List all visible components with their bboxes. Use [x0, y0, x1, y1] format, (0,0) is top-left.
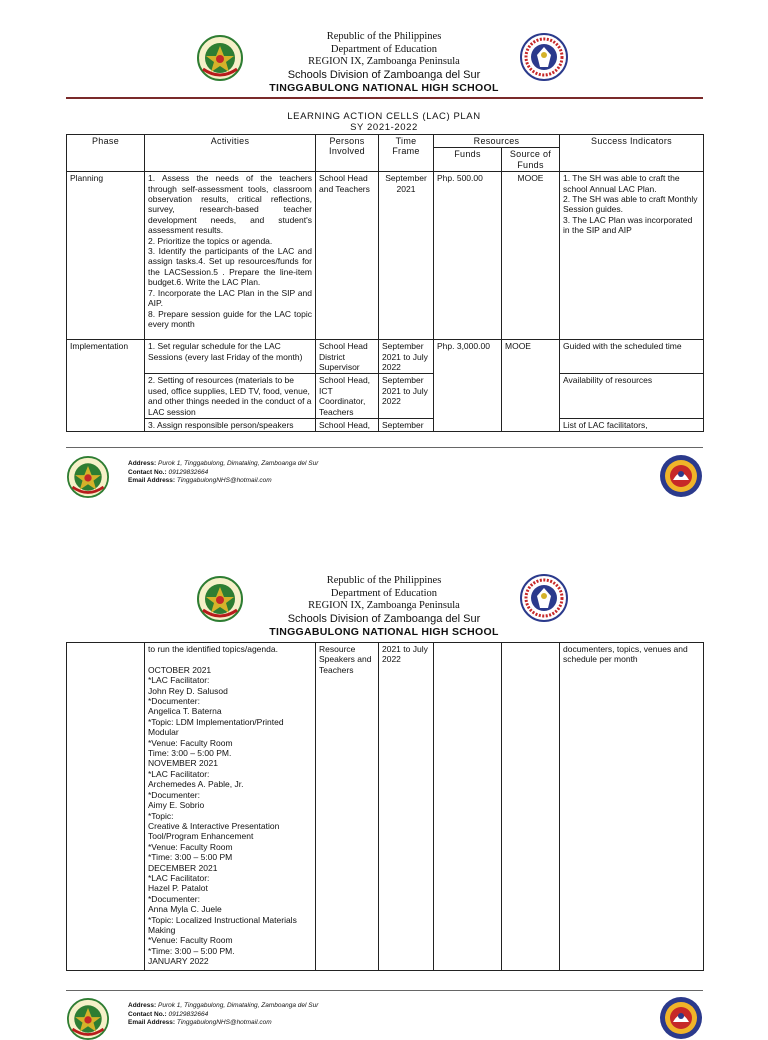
plan-title: LEARNING ACTION CELLS (LAC) PLAN — [287, 111, 481, 122]
indicators-cell: 1. The SH was able to craft the school Annual LAC Plan. 2. The SH was able to craft Monthly Session guides. 3. The LAC Plan was incorporated in the SIP and AIP — [560, 172, 704, 340]
persons-cell: School Head, ICT Coordinator, Teachers — [316, 374, 379, 419]
table-header-row — [67, 135, 704, 148]
phase-cell: Implementation — [67, 340, 145, 432]
indicators-cell: documenters, topics, venues and schedule per month — [560, 643, 704, 971]
source-cell: MOOE — [502, 172, 560, 340]
contact-value: 09129832664 — [168, 468, 209, 476]
school-seal-icon — [66, 456, 110, 498]
col-persons-header: Persons Involved — [316, 135, 379, 172]
email-value: TinggabulongNHS@hotmail.com — [176, 477, 272, 484]
source-cell: MOOE — [502, 340, 560, 432]
col-activities-header: Activities — [145, 135, 316, 172]
footer-rule — [66, 990, 703, 991]
col-phase-header: Phase — [67, 135, 145, 172]
division-line: Schools Division of Zamboanga del Sur — [287, 612, 481, 625]
lac-plan-table-continued — [66, 642, 704, 971]
plan-school-year: SY 2021-2022 — [350, 122, 418, 133]
republic-line: Republic of the Philippines — [326, 575, 442, 586]
col-funds-header: Funds — [434, 148, 502, 172]
indicators-cell: Availability of resources — [560, 374, 704, 419]
table-row — [67, 374, 704, 419]
email-label: Email Address: — [128, 477, 176, 484]
school-seal-icon — [66, 998, 110, 1040]
time-cell: September — [379, 419, 434, 432]
address-label: Address: — [128, 460, 157, 467]
table-row — [67, 419, 704, 432]
letterhead — [0, 31, 768, 95]
table-row — [67, 643, 704, 971]
time-cell: 2021 to July 2022 — [379, 643, 434, 971]
activities-cell: 1. Assess the needs of the teachers through self-assessment tools, classroom observation results, critical reflections, survey, research-based teacher development needs, and student's assessment results. 2. Prioritize the topics or agenda. 3. Identify the participants of the LAC and assign tasks.4. Set up resources/funds for the LACSession.5 . Prepare the line-item budget.6. Write the LAC Plan. 7. Incorporate the LAC Plan in the SIP and AIP. 8. Prepare session guide for the LAC topic every month — [145, 172, 316, 340]
phase-cell: Planning — [67, 172, 145, 340]
letterhead — [0, 575, 768, 639]
department-line: Department of Education — [330, 587, 438, 599]
indicators-cell: List of LAC facilitators, — [560, 419, 704, 432]
footer-rule — [66, 447, 703, 448]
activities-cell: 2. Setting of resources (materials to be used, office supplies, LED TV, food, venue, and other things needed in the conduct of a LAC session — [145, 374, 316, 419]
email-label: Email Address: — [128, 1019, 176, 1026]
activities-cell: to run the identified topics/agenda. OCTOBER 2021 *LAC Facilitator: John Rey D. Salusod *Documenter: Angelica T. Baterna *Topic: LDM Implementation/Printed Modular *Venue: Faculty Room Time: 3:00 – 5:00 PM. NOVEMBER 2021 *LAC Facilitator: Archemedes A. Pable, Jr. *Documenter: Aimy E. Sobrio *Topic: Creative & Interactive Presentation Tool/Program Enhancement *Venue: Faculty Room *Time: 3:00 – 5:00 PM DECEMBER 2021 *LAC Facilitator: Hazel P. Patalot *Documenter: Anna Myla C. Juele *Topic: Localized Instructional Materials Making *Venue: Faculty Room *Time: 3:00 – 5:00 PM. JANUARY 2022 — [145, 643, 316, 971]
source-cell — [502, 643, 560, 971]
school-name: TINGGABULONG NATIONAL HIGH SCHOOL — [269, 81, 499, 94]
time-cell: September 2021 — [379, 172, 434, 340]
footer — [66, 456, 703, 498]
contact-value: 09129832664 — [168, 1010, 209, 1018]
page-2 — [0, 545, 768, 1024]
persons-cell: School Head District Supervisor — [316, 340, 379, 374]
republic-line: Republic of the Philippines — [326, 31, 442, 42]
department-of-education-logo-icon — [659, 996, 703, 1040]
header-rule — [66, 97, 703, 99]
activities-cell: 1. Set regular schedule for the LAC Sessions (every last Friday of the month) — [145, 340, 316, 374]
col-indicators-header: Success Indicators — [560, 135, 704, 172]
contact-info — [128, 460, 318, 486]
funds-cell: Php. 3,000.00 — [434, 340, 502, 432]
phase-cell — [67, 643, 145, 971]
time-cell: September 2021 to July 2022 — [379, 374, 434, 419]
lac-plan-table — [66, 134, 704, 432]
col-resources-header: Resources — [434, 135, 560, 148]
region-line: REGION IX, Zamboanga Peninsula — [308, 56, 460, 67]
persons-cell: School Head and Teachers — [316, 172, 379, 340]
persons-cell: Resource Speakers and Teachers — [316, 643, 379, 971]
contact-label: Contact No.: — [128, 1010, 167, 1018]
funds-cell — [434, 643, 502, 971]
col-source-header: Source of Funds — [502, 148, 560, 172]
funds-cell: Php. 500.00 — [434, 172, 502, 340]
address-value: Purok 1, Tinggabulong, Dimataling, Zamboanga del Sur — [158, 460, 319, 467]
time-cell: September 2021 to July 2022 — [379, 340, 434, 374]
footer — [66, 998, 703, 1024]
region-line: REGION IX, Zamboanga Peninsula — [308, 600, 460, 611]
department-line: Department of Education — [330, 43, 438, 55]
school-name: TINGGABULONG NATIONAL HIGH SCHOOL — [269, 625, 499, 638]
col-time-header: Time Frame — [379, 135, 434, 172]
address-value: Purok 1, Tinggabulong, Dimataling, Zamboanga del Sur — [158, 1002, 319, 1009]
email-value: TinggabulongNHS@hotmail.com — [176, 1019, 272, 1026]
indicators-cell: Guided with the scheduled time — [560, 340, 704, 374]
contact-label: Contact No.: — [128, 468, 167, 476]
table-row — [67, 340, 704, 374]
activities-cell: 3. Assign responsible person/speakers — [145, 419, 316, 432]
division-line: Schools Division of Zamboanga del Sur — [287, 68, 481, 81]
table-row — [67, 172, 704, 340]
address-label: Address: — [128, 1002, 157, 1009]
persons-cell: School Head, — [316, 419, 379, 432]
department-of-education-logo-icon — [659, 454, 703, 498]
